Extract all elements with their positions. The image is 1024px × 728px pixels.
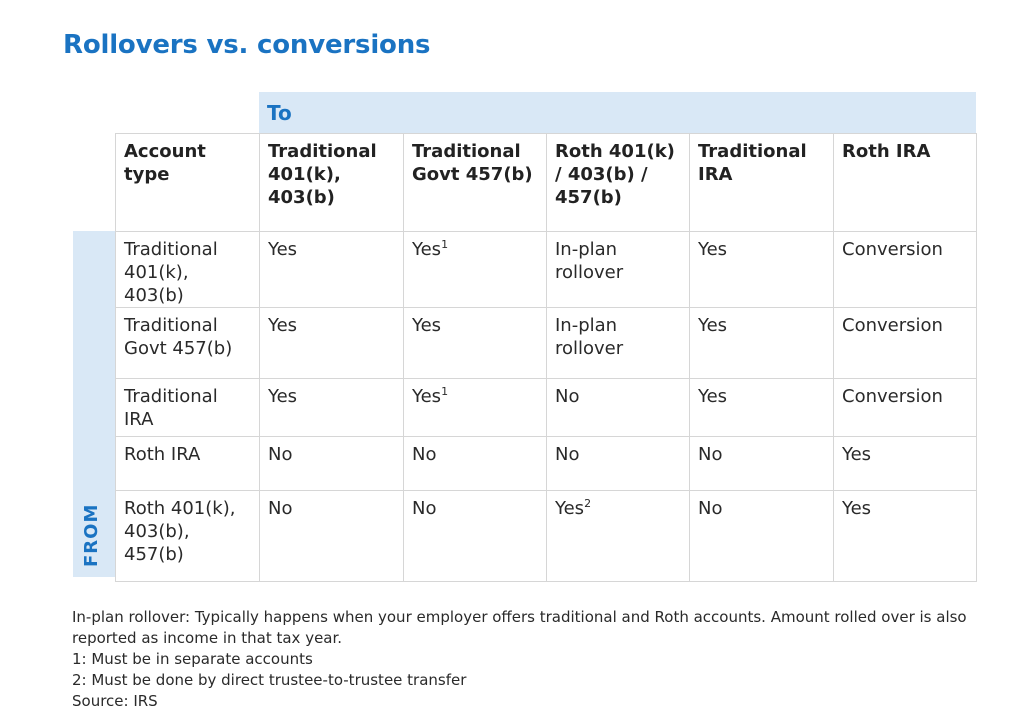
- to-header-band: [259, 92, 976, 133]
- table-cell: Yes: [690, 308, 834, 379]
- row-label: Roth IRA: [116, 437, 260, 491]
- column-header: Traditional 401(k), 403(b): [260, 134, 404, 232]
- table-cell: Yes: [260, 232, 404, 308]
- row-label: Traditional 401(k), 403(b): [116, 232, 260, 308]
- footnote-1: 1: Must be in separate accounts: [72, 650, 313, 668]
- table-cell: Yes: [404, 308, 547, 379]
- row-label: Roth 401(k), 403(b), 457(b): [116, 491, 260, 582]
- table-cell: No: [404, 437, 547, 491]
- table-row: [116, 308, 977, 379]
- table-row: [116, 491, 977, 582]
- source-note: Source: IRS: [72, 692, 158, 710]
- table-cell: Yes: [260, 379, 404, 437]
- table-cell: Yes$^1$: [404, 232, 547, 308]
- rollover-table: [115, 133, 977, 582]
- table-cell: No: [547, 437, 690, 491]
- page-title: Rollovers vs. conversions: [63, 30, 431, 60]
- table-header-row: [116, 134, 977, 232]
- table-cell: Yes: [834, 437, 977, 491]
- table-cell: No: [260, 491, 404, 582]
- table-cell: No: [690, 491, 834, 582]
- table-row: [116, 232, 977, 308]
- column-header: Roth IRA: [834, 134, 977, 232]
- table-cell: Conversion: [834, 379, 977, 437]
- from-label: FROM: [81, 503, 102, 567]
- column-header: Account type: [116, 134, 260, 232]
- table-row: [116, 437, 977, 491]
- column-header: Traditional Govt 457(b): [404, 134, 547, 232]
- table-cell: Yes: [690, 379, 834, 437]
- table-cell: No: [260, 437, 404, 491]
- row-label: Traditional IRA: [116, 379, 260, 437]
- column-header: Roth 401(k) / 403(b) / 457(b): [547, 134, 690, 232]
- table-cell: In-plan rollover: [547, 308, 690, 379]
- table-cell: No: [404, 491, 547, 582]
- footnote-2: 2: Must be done by direct trustee-to-trustee transfer: [72, 671, 467, 689]
- table-cell: In-plan rollover: [547, 232, 690, 308]
- table-cell: Yes$^1$: [404, 379, 547, 437]
- table-cell: Yes: [834, 491, 977, 582]
- footnotes: [72, 607, 972, 712]
- table-cell: No: [690, 437, 834, 491]
- row-label: Traditional Govt 457(b): [116, 308, 260, 379]
- to-label: To: [267, 101, 292, 125]
- table-cell: Yes: [690, 232, 834, 308]
- footnote-in-plan-rollover: In-plan rollover: Typically happens when your employer offers traditional and Roth accounts. Amount rolled over is also reported as income in that tax year.: [72, 608, 967, 647]
- table-cell: Conversion: [834, 308, 977, 379]
- table-cell: Conversion: [834, 232, 977, 308]
- table-cell: No: [547, 379, 690, 437]
- table-cell: Yes$^2$: [547, 491, 690, 582]
- column-header: Traditional IRA: [690, 134, 834, 232]
- table-cell: Yes: [260, 308, 404, 379]
- table-row: [116, 379, 977, 437]
